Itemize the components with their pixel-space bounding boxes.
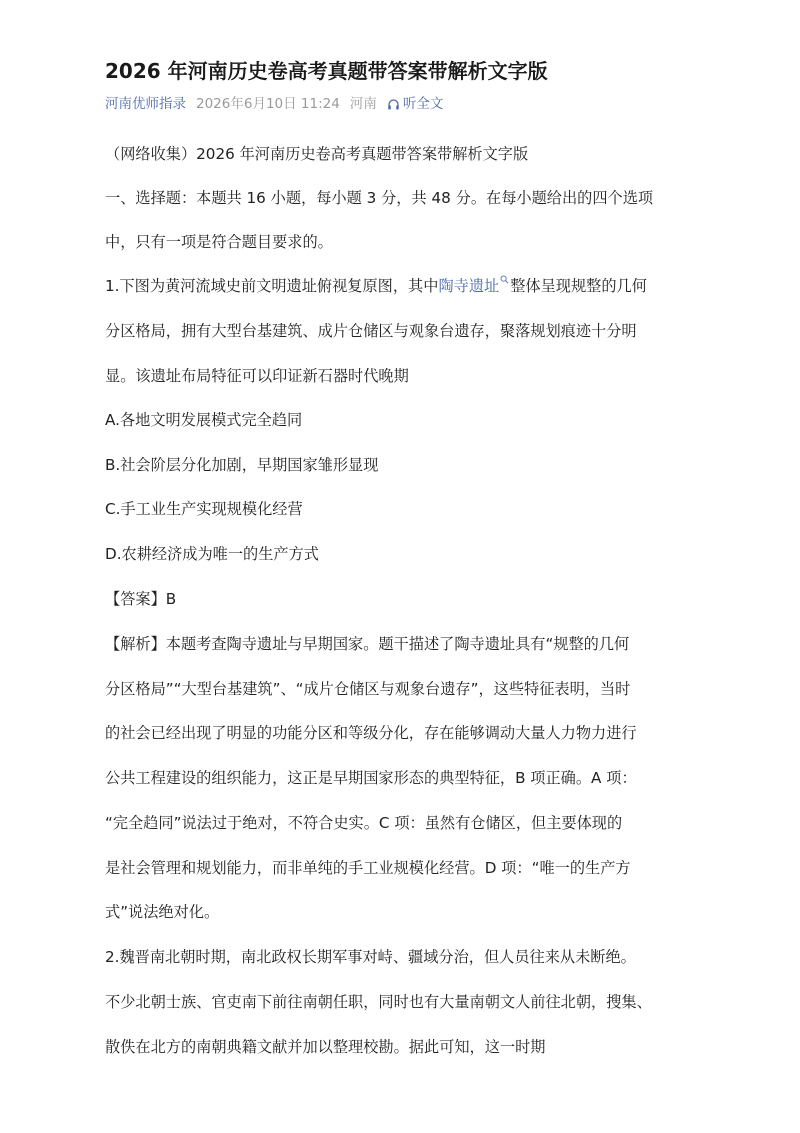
search-icon[interactable] [500,275,509,284]
question-1-stem-start: 1.下图为黄河流域史前文明遗址俯视复原图，其中 [105,277,439,295]
listen-label: 听全文 [402,96,444,112]
headphones-icon [387,98,400,111]
option-a: A.各地文明发展模式完全趋同 [105,411,303,429]
option-c: C.手工业生产实现规模化经营 [105,500,303,518]
analysis-line-4: 公共工程建设的组织能力，这正是早期国家形态的典型特征，B 项正确。A 项： [105,769,637,787]
publish-location: 河南 [349,96,377,112]
question-1-stem-line-2: 分区格局，拥有大型台基建筑、成片仓储区与观象台遗存，聚落规划痕迹十分明 [105,322,637,340]
question-1-stem-line-1 [105,275,647,297]
publish-datetime: 2026年6月10日 11:24 [196,96,340,112]
option-d: D.农耕经济成为唯一的生产方式 [105,545,319,563]
option-b: B.社会阶层分化加剧，早期国家雏形显现 [105,456,379,474]
analysis-line-1: 【解析】本题考查陶寺遗址与早期国家。题干描述了陶寺遗址具有“规整的几何 [105,635,630,653]
article-meta [105,93,443,115]
section-intro-line-2: 中，只有一项是符合题目要求的。 [105,233,333,251]
article-title: 2026 年河南历史卷高考真题带答案带解析文字版 [105,59,548,83]
question-2-stem-line-1: 2.魏晋南北朝时期，南北政权长期军事对峙、疆域分治，但人员往来从未断绝。 [105,948,636,966]
taosi-site-link[interactable]: 陶寺遗址 [438,277,500,295]
section-intro-line-1: 一、选择题：本题共 16 小题，每小题 3 分，共 48 分。在每小题给出的四个选项 [105,189,654,207]
question-2-stem-line-3: 散佚在北方的南朝典籍文献并加以整理校勘。据此可知，这一时期 [105,1038,546,1056]
analysis-line-6: 是社会管理和规划能力，而非单纯的手工业规模化经营。D 项：“唯一的生产方 [105,859,631,877]
question-2-stem-line-2: 不少北朝士族、官吏南下前往南朝任职，同时也有大量南朝文人前往北朝，搜集、 [105,993,652,1011]
question-1-stem-end: 整体呈现规整的几何 [510,277,647,295]
answer-line: 【答案】B [105,590,177,608]
analysis-line-5: “完全趋同”说法过于绝对，不符合史实。C 项：虽然有仓储区，但主要体现的 [105,814,623,832]
source-line: （网络收集）2026 年河南历史卷高考真题带答案带解析文字版 [105,145,529,163]
analysis-line-3: 的社会已经出现了明显的功能分区和等级分化，存在能够调动大量人力物力进行 [105,724,637,742]
listen-button[interactable] [387,93,444,115]
question-1-stem-line-3: 显。该遗址布局特征可以印证新石器时代晚期 [105,367,409,385]
analysis-line-7: 式”说法绝对化。 [105,903,220,921]
analysis-line-2: 分区格局”“大型台基建筑”、“成片仓储区与观象台遗存”，这些特征表明，当时 [105,680,631,698]
author-link[interactable]: 河南优师指录 [105,96,186,112]
